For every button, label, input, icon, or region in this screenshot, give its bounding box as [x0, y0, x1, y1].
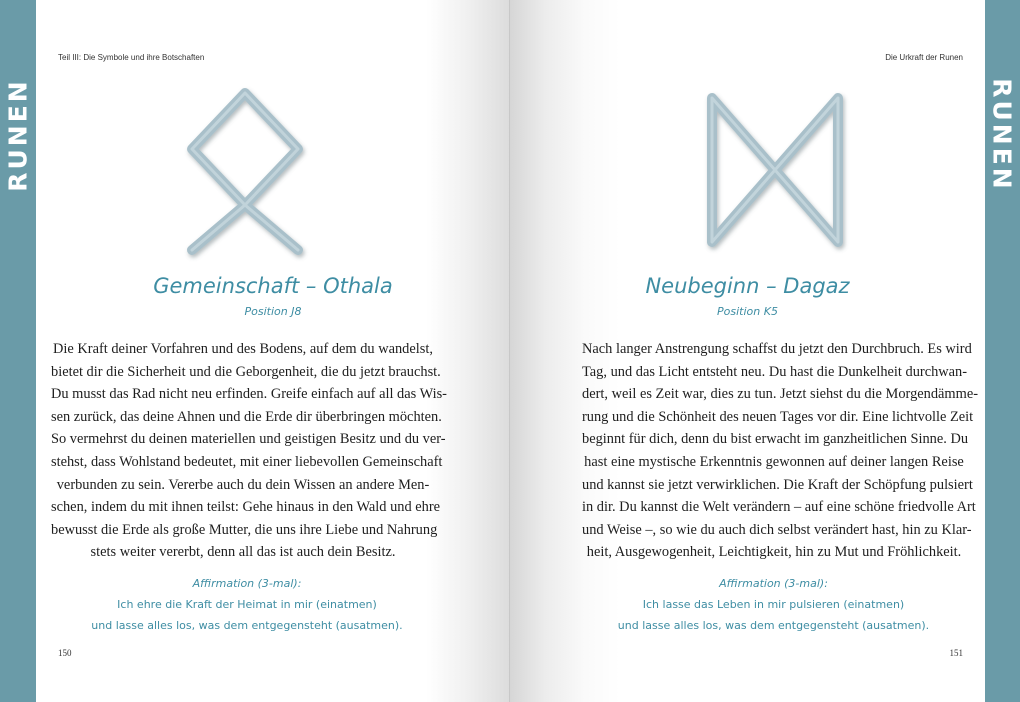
body-line: in dir. Du kannst die Welt verändern – auf eine schöne friedvolle Art	[582, 499, 976, 516]
page-title: Neubeginn – Dagaz	[645, 274, 850, 298]
body-line: dert, weil es Zeit war, dies zu tun. Jetzt siehst du die Morgendämme-	[582, 386, 978, 403]
body-text	[51, 338, 447, 564]
affirmation-line: Ich ehre die Kraft der Heimat in mir (einatmen)	[117, 598, 377, 611]
right-page	[510, 0, 985, 702]
running-head: Die Urkraft der Runen	[885, 53, 963, 62]
affirmation-line: und lasse alles los, was dem entgegensteht (ausatmen).	[617, 619, 930, 632]
body-line: beginnt für dich, denn du bist erwacht im ganzheitlichen Sinne. Du	[582, 431, 969, 448]
body-line: heit, Ausgewogenheit, Leichtigkeit, hin zu Mut und Fröhlichkeit.	[586, 544, 962, 561]
body-line: Nach langer Anstrengung schaffst du jetzt den Durchbruch. Es wird	[582, 341, 972, 357]
dagaz-rune-icon	[692, 84, 858, 262]
page-number: 150	[58, 648, 72, 658]
body-line: bewusst die Erde als große Mutter, die uns ihre Liebe und Nahrung	[51, 521, 438, 538]
left-page	[36, 0, 510, 702]
page-title: Gemeinschaft – Othala	[153, 274, 393, 298]
body-line: sen zurück, das deine Ahnen und die Erde dir überbringen möchten.	[51, 408, 442, 425]
body-line: verbunden zu sein. Vererbe auch du dein Wissen an andere Men-	[56, 476, 430, 493]
affirmation-title: Affirmation (3-mal):	[719, 577, 828, 590]
body-line: stehst, dass Wohlstand bedeutet, mit einer liebevollen Gemeinschaft	[51, 453, 443, 470]
body-line: und Weise –, so wie du auch dich selbst verändert hast, hin zu Klar-	[582, 521, 972, 538]
affirmation-line: und lasse alles los, was dem entgegensteht (ausatmen).	[91, 619, 403, 632]
affirmation-title: Affirmation (3-mal):	[192, 577, 302, 590]
body-line: So vermehrst du deinen materiellen und geistigen Besitz und du ver-	[51, 431, 446, 448]
body-text	[582, 338, 978, 564]
body-line: schen, indem du mit ihnen teilst: Gehe hinaus in den Wald und ehre	[51, 499, 441, 516]
side-tab-label: RUNEN	[3, 78, 33, 192]
othala-rune-icon	[180, 84, 310, 262]
position-label: Position J8	[244, 305, 302, 318]
side-tab-right	[985, 0, 1020, 702]
body-line: Du musst das Rad nicht neu erfinden. Greife einfach auf all das Wis-	[51, 386, 447, 403]
affirmation	[10, 573, 484, 636]
running-head: Teil III: Die Symbole und ihre Botschaften	[58, 53, 205, 62]
body-line: und kannst sie jetzt verwirklichen. Die Kraft der Schöpfung pulsiert	[582, 476, 973, 493]
body-line: rung und die Schönheit des neuen Tages vor dir. Eine lichtvolle Zeit	[582, 408, 974, 425]
affirmation-line: Ich lasse das Leben in mir pulsieren (einatmen)	[642, 598, 905, 611]
body-line: bietet dir die Sicherheit und die Geborgenheit, die du jetzt brauchst.	[51, 363, 441, 380]
side-tab-label: RUNEN	[987, 78, 1017, 192]
position-label: Position K5	[717, 305, 778, 318]
affirmation	[536, 573, 1011, 636]
page-number: 151	[949, 648, 963, 658]
body-line: Die Kraft deiner Vorfahren und des Bodens, auf dem du wandelst,	[53, 341, 433, 357]
body-line: stets weiter vererbt, denn all das ist auch dein Besitz.	[90, 544, 396, 561]
body-line: hast eine mystische Erkenntnis gewonnen auf deiner langen Reise	[584, 453, 964, 470]
body-line: Tag, und das Licht entsteht neu. Du hast die Dunkelheit durchwan-	[582, 363, 968, 380]
